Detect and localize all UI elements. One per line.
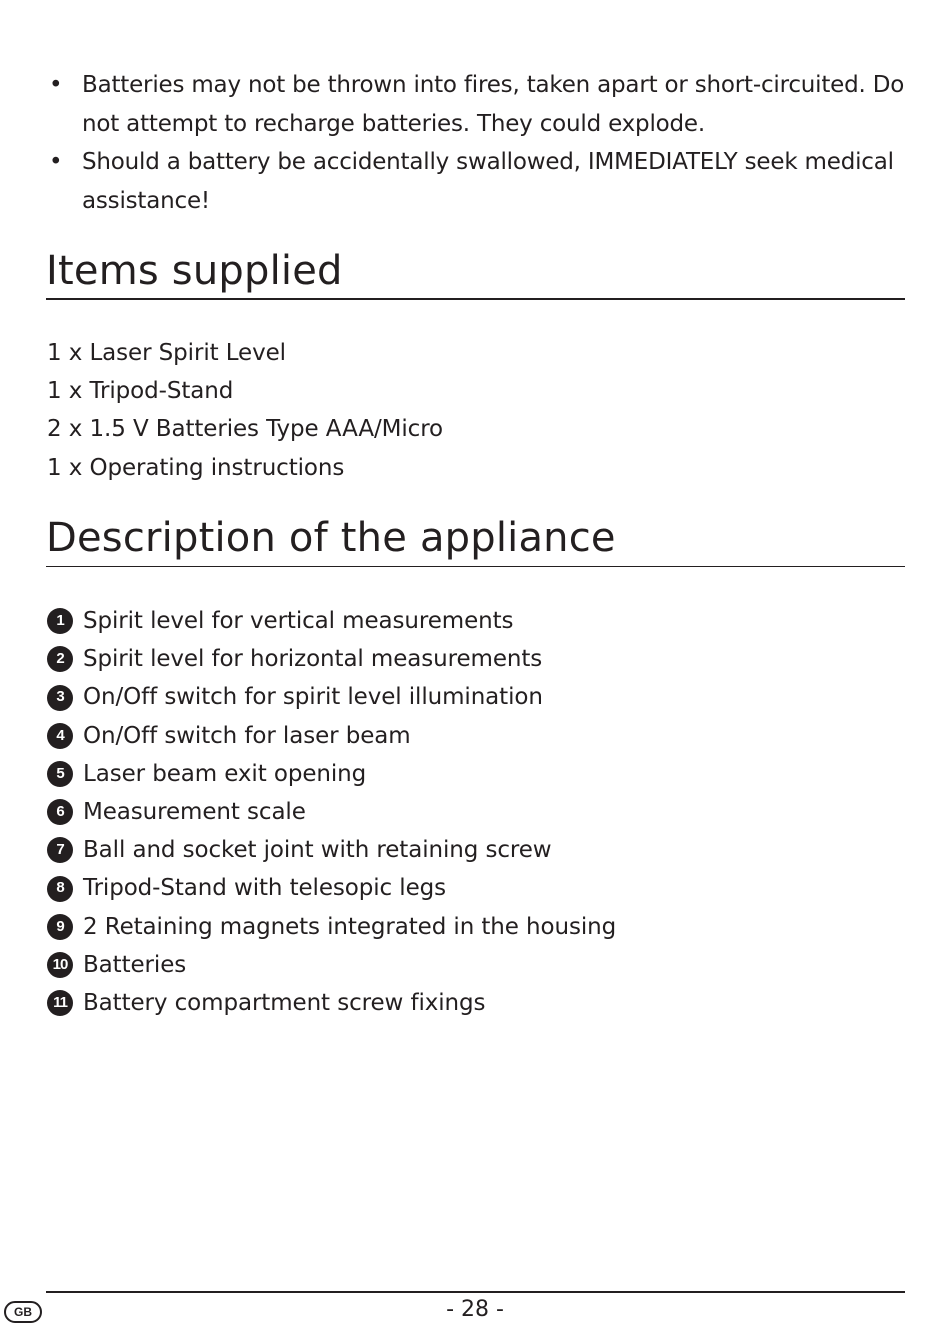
part-label: Spirit level for horizontal measurements <box>83 646 543 673</box>
list-item <box>47 678 616 716</box>
list-item <box>47 869 616 907</box>
bullet-item <box>47 66 917 143</box>
part-label: Tripod-Stand with telesopic legs <box>83 875 447 902</box>
list-item: 2 x 1.5 V Batteries Type AAA/Micro <box>47 416 444 443</box>
bullet-dot: • <box>49 72 63 98</box>
bullet-text: Should a battery be accidentally swallowed, IMMEDIATELY seek medical assistance! <box>82 149 894 214</box>
number-badge: 3 <box>47 685 73 711</box>
list-item <box>47 755 616 793</box>
bullet-text: Batteries may not be thrown into fires, taken apart or short-circuited. Do not attempt to recharge batteries. They could explode. <box>82 72 905 137</box>
safety-bullet-list <box>47 66 917 220</box>
list-item <box>47 640 616 678</box>
number-badge: 2 <box>47 646 73 672</box>
page-number: - 28 - <box>446 1297 504 1322</box>
number-badge: 4 <box>47 723 73 749</box>
list-item <box>47 984 616 1022</box>
number-badge: 9 <box>47 914 73 940</box>
description-heading: Description of the appliance <box>46 515 616 561</box>
list-item: 1 x Operating instructions <box>47 454 345 481</box>
items-supplied-heading: Items supplied <box>46 248 343 294</box>
list-item <box>47 717 616 755</box>
list-item <box>47 831 616 869</box>
part-label: On/Off switch for laser beam <box>83 722 411 749</box>
number-badge: 10 <box>47 952 73 978</box>
section-rule <box>46 566 905 567</box>
items-supplied-list <box>47 334 443 487</box>
list-item <box>47 946 616 984</box>
part-label: Battery compartment screw fixings <box>83 990 486 1017</box>
list-item: 1 x Laser Spirit Level <box>47 340 286 366</box>
bullet-dot: • <box>49 149 63 175</box>
number-badge: 8 <box>47 876 73 902</box>
number-badge: 6 <box>47 799 73 825</box>
language-badge: GB <box>4 1301 42 1323</box>
part-label: On/Off switch for spirit level illumination <box>83 684 543 711</box>
part-label: Spirit level for vertical measurements <box>83 608 514 634</box>
parts-list <box>47 602 616 1022</box>
number-badge: 1 <box>47 608 73 634</box>
list-item <box>47 793 616 831</box>
list-item <box>47 908 616 946</box>
part-label: 2 Retaining magnets integrated in the housing <box>83 913 617 940</box>
number-badge: 11 <box>47 990 73 1016</box>
part-label: Ball and socket joint with retaining screw <box>83 837 552 864</box>
number-badge: 7 <box>47 837 73 863</box>
list-item <box>47 602 616 640</box>
number-badge: 5 <box>47 761 73 787</box>
section-rule <box>46 298 905 300</box>
part-label: Batteries <box>83 951 187 978</box>
part-label: Measurement scale <box>83 799 306 826</box>
footer-rule <box>46 1291 905 1293</box>
bullet-item <box>47 143 917 220</box>
list-item: 1 x Tripod-Stand <box>47 378 234 405</box>
part-label: Laser beam exit opening <box>83 760 367 787</box>
